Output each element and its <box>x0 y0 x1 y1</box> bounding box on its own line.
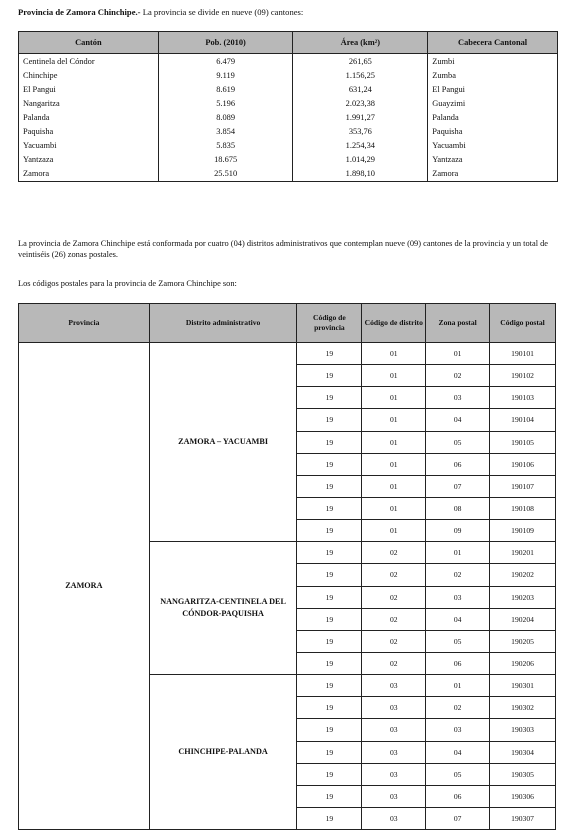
distrito-cell: CHINCHIPE-PALANDA <box>149 675 297 830</box>
cell-codigo-postal: 190201 <box>490 542 556 564</box>
cantones-header-poblacion: Pob. (2010) <box>158 32 293 54</box>
cell-codigo-provincia: 19 <box>297 630 362 652</box>
table-row <box>19 110 558 124</box>
cell-codigo-provincia: 19 <box>297 497 362 519</box>
cell-codigo-postal: 190105 <box>490 431 556 453</box>
cantones-table <box>18 31 558 182</box>
cell-codigo-provincia: 19 <box>297 608 362 630</box>
cell-zona-postal: 02 <box>426 697 490 719</box>
cell-poblacion: 18.675 <box>158 153 293 167</box>
cell-codigo-distrito: 01 <box>362 409 426 431</box>
cell-area: 2.023,38 <box>293 96 428 110</box>
cell-zona-postal: 06 <box>426 785 490 807</box>
cell-poblacion: 6.479 <box>158 54 293 69</box>
table-row <box>19 153 558 167</box>
cell-codigo-postal: 190301 <box>490 675 556 697</box>
cell-zona-postal: 04 <box>426 409 490 431</box>
cell-codigo-provincia: 19 <box>297 741 362 763</box>
cell-codigo-postal: 190204 <box>490 608 556 630</box>
paragraph-postal-intro: Los códigos postales para la provincia de Zamora Chinchipe son: <box>18 279 237 288</box>
postal-header-row <box>19 304 556 343</box>
cell-zona-postal: 05 <box>426 763 490 785</box>
cell-codigo-distrito: 01 <box>362 497 426 519</box>
cell-cabecera: Zumbi <box>428 54 558 69</box>
cell-codigo-provincia: 19 <box>297 409 362 431</box>
cell-zona-postal: 01 <box>426 675 490 697</box>
cell-canton: Paquisha <box>19 124 159 138</box>
paragraph-districts: La provincia de Zamora Chinchipe está conformada por cuatro (04) distritos administrativos que contemplan nueve (09) cantones de la provincia y un total de veintiséis (26) zonas postales. <box>18 239 549 259</box>
cell-codigo-distrito: 03 <box>362 719 426 741</box>
cell-canton: Chinchipe <box>19 68 159 82</box>
cell-zona-postal: 03 <box>426 387 490 409</box>
cell-codigo-distrito: 02 <box>362 564 426 586</box>
cell-zona-postal: 09 <box>426 520 490 542</box>
cell-area: 1.156,25 <box>293 68 428 82</box>
cell-codigo-postal: 190104 <box>490 409 556 431</box>
cell-codigo-postal: 190108 <box>490 497 556 519</box>
cell-cabecera: Paquisha <box>428 124 558 138</box>
cell-codigo-distrito: 02 <box>362 586 426 608</box>
cell-cabecera: Yacuambi <box>428 139 558 153</box>
cell-codigo-distrito: 03 <box>362 741 426 763</box>
postal-header-zona: Zona postal <box>426 304 490 343</box>
cell-codigo-postal: 190205 <box>490 630 556 652</box>
cell-poblacion: 25.510 <box>158 167 293 182</box>
cell-codigo-provincia: 19 <box>297 652 362 674</box>
provincia-cell: ZAMORA <box>19 343 150 830</box>
cell-codigo-provincia: 19 <box>297 520 362 542</box>
postal-codes-table <box>18 303 556 830</box>
intro-bold: Provincia de Zamora Chinchipe.- <box>18 7 141 17</box>
cell-codigo-distrito: 01 <box>362 475 426 497</box>
cantones-header-canton: Cantón <box>19 32 159 54</box>
cell-codigo-distrito: 02 <box>362 652 426 674</box>
cell-poblacion: 9.119 <box>158 68 293 82</box>
cell-area: 1.014,29 <box>293 153 428 167</box>
cell-codigo-postal: 190304 <box>490 741 556 763</box>
cell-zona-postal: 04 <box>426 608 490 630</box>
cell-canton: El Pangui <box>19 82 159 96</box>
cell-codigo-distrito: 01 <box>362 387 426 409</box>
cell-codigo-provincia: 19 <box>297 542 362 564</box>
cell-codigo-provincia: 19 <box>297 807 362 829</box>
postal-header-distrito: Distrito administrativo <box>149 304 297 343</box>
cell-codigo-provincia: 19 <box>297 785 362 807</box>
cell-cabecera: Zamora <box>428 167 558 182</box>
postal-header-provincia: Provincia <box>19 304 150 343</box>
cell-codigo-provincia: 19 <box>297 453 362 475</box>
cell-area: 261,65 <box>293 54 428 69</box>
cell-cabecera: Palanda <box>428 110 558 124</box>
table-row <box>19 96 558 110</box>
cell-codigo-distrito: 01 <box>362 520 426 542</box>
table-row <box>19 343 556 365</box>
cell-codigo-distrito: 03 <box>362 807 426 829</box>
cell-zona-postal: 07 <box>426 475 490 497</box>
cell-canton: Nangaritza <box>19 96 159 110</box>
cell-zona-postal: 02 <box>426 564 490 586</box>
cell-codigo-distrito: 01 <box>362 431 426 453</box>
cell-codigo-postal: 190107 <box>490 475 556 497</box>
cell-zona-postal: 05 <box>426 630 490 652</box>
table-row <box>19 54 558 69</box>
cell-codigo-postal: 190102 <box>490 365 556 387</box>
cell-codigo-provincia: 19 <box>297 365 362 387</box>
cell-cabecera: Guayzimi <box>428 96 558 110</box>
cell-area: 1.898,10 <box>293 167 428 182</box>
cell-poblacion: 5.835 <box>158 139 293 153</box>
cell-codigo-distrito: 03 <box>362 763 426 785</box>
cell-zona-postal: 03 <box>426 586 490 608</box>
cell-area: 1.991,27 <box>293 110 428 124</box>
table-row <box>19 124 558 138</box>
table-row <box>19 167 558 182</box>
cell-codigo-postal: 190202 <box>490 564 556 586</box>
cell-codigo-provincia: 19 <box>297 697 362 719</box>
cell-codigo-provincia: 19 <box>297 387 362 409</box>
distrito-cell: NANGARITZA-CENTINELA DEL CÓNDOR-PAQUISHA <box>149 542 297 675</box>
cell-codigo-postal: 190303 <box>490 719 556 741</box>
postal-body <box>19 343 556 830</box>
cell-codigo-provincia: 19 <box>297 564 362 586</box>
cell-zona-postal: 06 <box>426 453 490 475</box>
cantones-body <box>19 54 558 182</box>
cell-zona-postal: 07 <box>426 807 490 829</box>
cell-codigo-postal: 190305 <box>490 763 556 785</box>
table-row <box>19 68 558 82</box>
cell-codigo-distrito: 02 <box>362 630 426 652</box>
cell-canton: Zamora <box>19 167 159 182</box>
cell-zona-postal: 02 <box>426 365 490 387</box>
table-row <box>19 82 558 96</box>
cell-zona-postal: 08 <box>426 497 490 519</box>
cell-zona-postal: 01 <box>426 542 490 564</box>
cell-codigo-distrito: 03 <box>362 675 426 697</box>
cell-codigo-distrito: 02 <box>362 608 426 630</box>
cell-codigo-distrito: 03 <box>362 697 426 719</box>
cell-codigo-provincia: 19 <box>297 431 362 453</box>
cell-area: 631,24 <box>293 82 428 96</box>
cantones-header-area: Área (km²) <box>293 32 428 54</box>
cell-canton: Yantzaza <box>19 153 159 167</box>
cantones-header-row <box>19 32 558 54</box>
cell-codigo-postal: 190101 <box>490 343 556 365</box>
cell-zona-postal: 01 <box>426 343 490 365</box>
cell-codigo-postal: 190106 <box>490 453 556 475</box>
cell-cabecera: Yantzaza <box>428 153 558 167</box>
cell-codigo-distrito: 01 <box>362 343 426 365</box>
intro-line <box>18 7 303 17</box>
cell-canton: Centinela del Cóndor <box>19 54 159 69</box>
cell-canton: Palanda <box>19 110 159 124</box>
postal-header-codigo-distrito: Código de distrito <box>362 304 426 343</box>
cell-poblacion: 5.196 <box>158 96 293 110</box>
cell-codigo-postal: 190307 <box>490 807 556 829</box>
cell-codigo-postal: 190302 <box>490 697 556 719</box>
cell-area: 1.254,34 <box>293 139 428 153</box>
table-row <box>19 139 558 153</box>
cell-codigo-distrito: 03 <box>362 785 426 807</box>
cell-codigo-provincia: 19 <box>297 675 362 697</box>
intro-rest: La provincia se divide en nueve (09) cantones: <box>140 7 304 17</box>
cell-codigo-provincia: 19 <box>297 763 362 785</box>
postal-header-codigo-postal: Código postal <box>490 304 556 343</box>
cell-codigo-postal: 190203 <box>490 586 556 608</box>
cantones-header-cabecera: Cabecera Cantonal <box>428 32 558 54</box>
cell-poblacion: 8.089 <box>158 110 293 124</box>
cell-codigo-distrito: 01 <box>362 453 426 475</box>
cell-poblacion: 3.854 <box>158 124 293 138</box>
cell-poblacion: 8.619 <box>158 82 293 96</box>
cell-zona-postal: 06 <box>426 652 490 674</box>
cell-cabecera: Zumba <box>428 68 558 82</box>
cell-codigo-distrito: 02 <box>362 542 426 564</box>
postal-header-codigo-provincia: Código de provincia <box>297 304 362 343</box>
cell-codigo-postal: 190306 <box>490 785 556 807</box>
cell-zona-postal: 03 <box>426 719 490 741</box>
cell-codigo-postal: 190103 <box>490 387 556 409</box>
cell-codigo-postal: 190206 <box>490 652 556 674</box>
distrito-cell: ZAMORA – YACUAMBI <box>149 343 297 542</box>
cell-codigo-provincia: 19 <box>297 475 362 497</box>
cell-codigo-distrito: 01 <box>362 365 426 387</box>
cell-zona-postal: 04 <box>426 741 490 763</box>
cell-codigo-provincia: 19 <box>297 586 362 608</box>
cell-cabecera: El Pangui <box>428 82 558 96</box>
cell-canton: Yacuambi <box>19 139 159 153</box>
cell-codigo-provincia: 19 <box>297 343 362 365</box>
cell-codigo-provincia: 19 <box>297 719 362 741</box>
cell-zona-postal: 05 <box>426 431 490 453</box>
cell-area: 353,76 <box>293 124 428 138</box>
cell-codigo-postal: 190109 <box>490 520 556 542</box>
